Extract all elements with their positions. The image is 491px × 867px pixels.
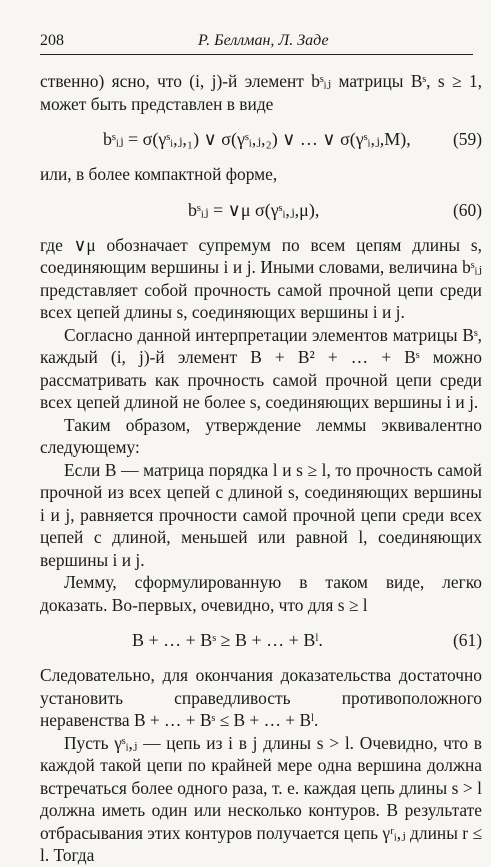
equation-number: (59) xyxy=(453,129,482,149)
paragraph: Если B — матрица порядка l и s ≥ l, то прочность самой прочной из всех цепей с длиной s, соединяющих вершины i и j, равняется прочности самой прочной цепи среди всех цепей с длиной, меньшей или равной l, соединяющих вершины i и j. xyxy=(40,459,482,570)
equation-60 xyxy=(40,192,482,228)
paragraph: Лемму, сформулированную в таком виде, легко доказать. Во-первых, очевидно, что для s ≥ l xyxy=(40,572,482,615)
equation-number: (60) xyxy=(453,199,482,220)
page-body xyxy=(40,70,482,867)
running-header xyxy=(40,30,473,55)
equation-59 xyxy=(40,121,482,157)
equation-formula: bˢᵢⱼ = ∨μ σ(γˢᵢ,ⱼ,μ), xyxy=(188,199,320,220)
paragraph: где ∨μ обозначает супремум по всем цепям длины s, соединяющим вершины i и j. Иными словами, величина bˢᵢⱼ представляет собой прочность самой прочной цепи среди всех цепей длины s, соединяющих вершины i и j. xyxy=(40,234,482,322)
paragraph: Согласно данной интерпретации элементов матрицы Bˢ, каждый (i, j)-й элемент B + B² + … + Bˢ можно рассматривать как прочность самой прочной цепи среди всех цепей длиной не более s, соединяющих вершины i и j. xyxy=(40,324,482,412)
running-head-authors: Р. Беллман, Л. Заде xyxy=(198,32,329,49)
paragraph: Таким образом, утверждение леммы эквивалентно следующему: xyxy=(40,414,482,457)
paragraph: ственно) ясно, что (i, j)-й элемент bˢᵢⱼ матрицы Bˢ, s ≥ 1, может быть представлен в виде xyxy=(40,71,482,114)
equation-formula: bˢᵢⱼ = σ(γˢᵢ,ⱼ,₁) ∨ σ(γˢᵢ,ⱼ,₂) ∨ … ∨ σ(γˢᵢ,ⱼ,M), xyxy=(103,129,411,149)
paragraph: Следовательно, для окончания доказательства достаточно установить справедливость противоположного неравенства B + … + Bˢ ≤ B + … + Bˡ. xyxy=(40,665,482,730)
equation-formula: B + … + Bˢ ≥ B + … + Bˡ. xyxy=(132,630,323,650)
paragraph: или, в более компактной форме, xyxy=(40,164,278,184)
equation-number: (61) xyxy=(453,630,482,650)
page-number: 208 xyxy=(40,32,64,49)
paragraph: Пусть γˢᵢ,ⱼ — цепь из i в j длины s > l. Очевидно, что в каждой такой цепи по крайней мере одна вершина должна встречаться более одного раза, т. е. каждая цепь длины s > l должна иметь один или несколько контуров. В результате отбрасывания этих контуров получается цепь γʳᵢ,ⱼ длины r ≤ l. Тогда xyxy=(40,732,482,865)
equation-61 xyxy=(40,622,482,658)
